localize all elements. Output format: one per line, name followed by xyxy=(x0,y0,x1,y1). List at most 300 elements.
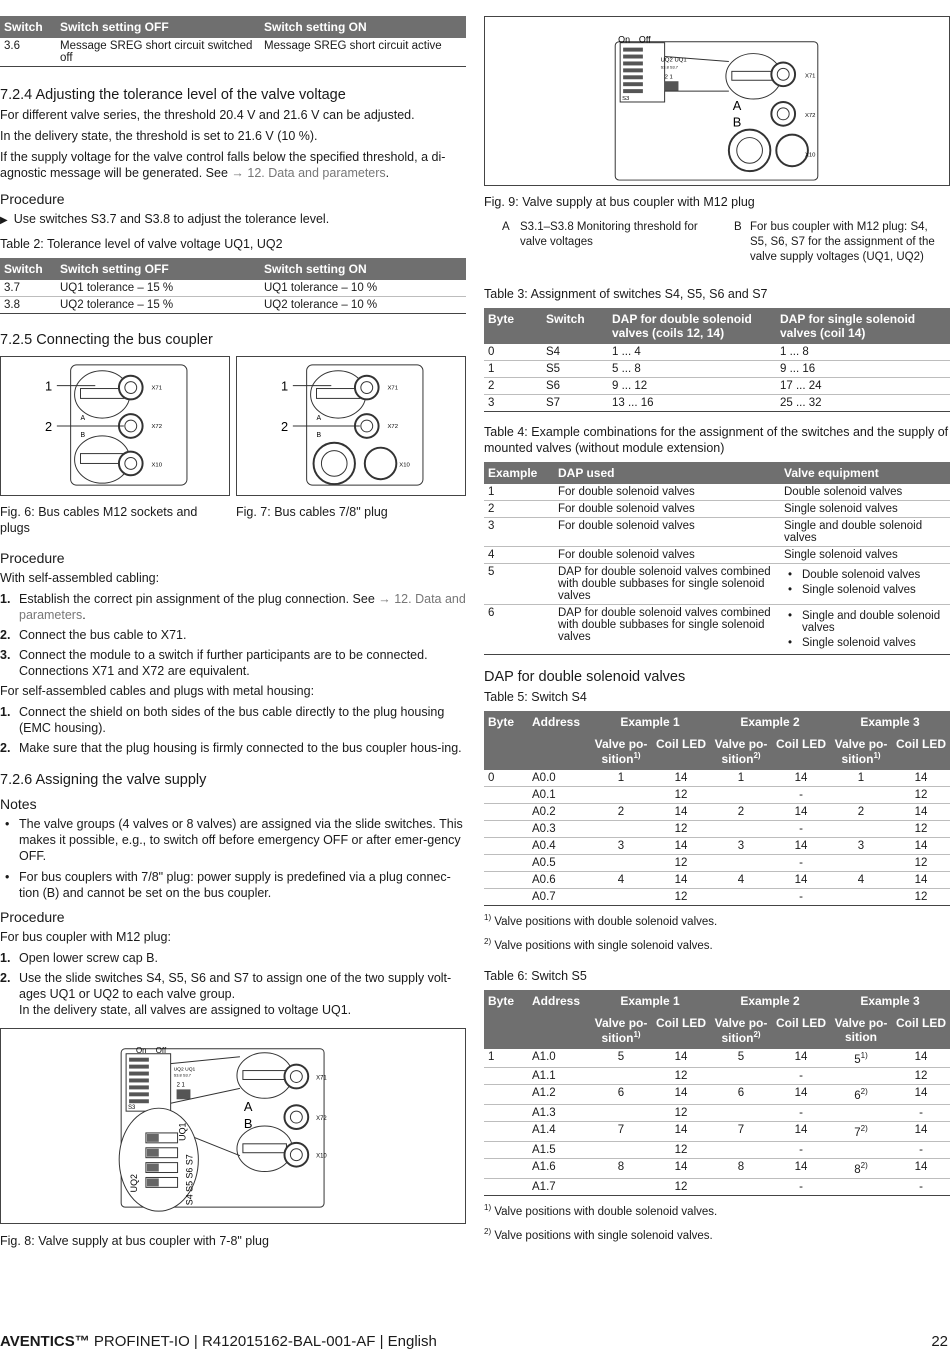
table-row xyxy=(484,395,950,412)
list-item xyxy=(0,740,466,756)
table-row xyxy=(484,518,950,547)
table-cell xyxy=(830,1122,892,1142)
table-row xyxy=(484,1105,950,1122)
table-cell: For double solenoid valves xyxy=(554,484,780,501)
table-cell: For double solenoid valves xyxy=(554,501,780,518)
table-cell: 12 xyxy=(652,821,710,838)
page-footer xyxy=(0,1333,950,1350)
arrow-icon: → xyxy=(231,166,244,180)
table-header: Switch setting OFF xyxy=(56,16,260,38)
table-cell xyxy=(484,1085,528,1105)
legend-a xyxy=(484,220,734,265)
table-header: Coil LED xyxy=(652,733,710,770)
table-cell: A1.1 xyxy=(528,1068,590,1085)
list-item xyxy=(0,591,466,623)
table-row xyxy=(484,547,950,564)
table-header: Byte xyxy=(484,711,528,770)
figure-caption: Fig. 8: Valve supply at bus coupler with 7-8" plug xyxy=(0,1234,269,1248)
arrow-icon: → xyxy=(378,592,391,606)
table-cell xyxy=(484,804,528,821)
table-cell xyxy=(830,1178,892,1195)
table-header: Switch setting ON xyxy=(260,258,466,280)
paragraph-text: If the supply voltage for the valve control falls below the specified threshold, a di-agnostic message will be generated. See xyxy=(0,150,446,180)
legend-text: For bus coupler with M12 plug: S4, S5, S6, S7 for the assignment of the valve supply voltages (UQ1, UQ2) xyxy=(750,221,935,263)
table-header: DAP used xyxy=(554,462,780,484)
table-header: Valve equipment xyxy=(780,462,950,484)
table-header xyxy=(590,733,652,770)
table-header: Switch setting OFF xyxy=(56,258,260,280)
table-cell: A1.4 xyxy=(528,1122,590,1142)
list-item xyxy=(0,647,466,679)
table-cell xyxy=(590,1178,652,1195)
label-x10: X10 xyxy=(399,462,410,469)
label-21: 2 1 xyxy=(176,1082,185,1089)
table-cell: 14 xyxy=(652,804,710,821)
label-x71: X71 xyxy=(151,385,162,392)
table-cell xyxy=(830,1159,892,1179)
table-header: Address xyxy=(528,990,590,1049)
table-row xyxy=(484,1085,950,1105)
table-cell: 3 xyxy=(484,395,542,412)
table-cell: Message SREG short circuit switched off xyxy=(56,38,260,67)
table-cell: S6 xyxy=(542,378,608,395)
table-cell: 4 xyxy=(830,872,892,889)
table-cell: S4 xyxy=(542,344,608,361)
table-row xyxy=(484,787,950,804)
cell-value: 8 xyxy=(854,1163,861,1176)
steps-list xyxy=(0,950,466,1018)
table-4 xyxy=(484,462,950,655)
table-cell: 1 ... 4 xyxy=(608,344,776,361)
legend-b xyxy=(734,220,950,265)
label-s3x xyxy=(174,1073,191,1078)
procedure-heading: Procedure xyxy=(0,909,65,925)
table-row xyxy=(484,889,950,906)
footnote-ref: 2) xyxy=(753,751,761,760)
procedure-heading: Procedure xyxy=(0,191,65,207)
table-cell: Single solenoid valves xyxy=(780,547,950,564)
table-header: Example 1 xyxy=(590,711,710,733)
label-x72: X72 xyxy=(151,423,162,430)
table-cell: 12 xyxy=(892,1068,950,1085)
table-cell: - xyxy=(772,1142,830,1159)
tolerance-table xyxy=(0,258,466,314)
table-header: Coil LED xyxy=(772,733,830,770)
table-cell xyxy=(830,1085,892,1105)
footnote-ref: 1) xyxy=(633,751,641,760)
step-text: Use switches S3.7 and S3.8 to adjust the tolerance level. xyxy=(13,212,330,226)
figure-caption: Fig. 6: Bus cables M12 sockets and plugs xyxy=(0,505,198,535)
label-s37: S3.7 xyxy=(182,1072,191,1078)
label-x10: X10 xyxy=(316,1153,327,1160)
table-cell: 4 xyxy=(484,547,554,564)
table-cell xyxy=(484,838,528,855)
table-cell xyxy=(590,889,652,906)
label-b: B xyxy=(243,1115,253,1131)
label-s3: S3 xyxy=(128,1105,136,1112)
table-cell: 14 xyxy=(772,804,830,821)
table-cell: 14 xyxy=(652,1085,710,1105)
label-x72: X72 xyxy=(387,423,398,430)
header-text: Valve po-sition xyxy=(594,737,648,766)
table-cell: S7 xyxy=(542,395,608,412)
table-cell: For double solenoid valves xyxy=(554,518,780,547)
legend-key: B xyxy=(734,221,742,233)
table-cell: 3 xyxy=(484,518,554,547)
bullet-list xyxy=(784,569,946,596)
table-cell: - xyxy=(892,1142,950,1159)
footnote-text: Valve positions with single solenoid valves. xyxy=(494,939,713,952)
label-uq2: UQ2 xyxy=(660,57,673,64)
footnote-ref: 2) xyxy=(484,936,492,946)
table-cell: 5 xyxy=(590,1049,652,1068)
table-cell xyxy=(830,889,892,906)
page-number: 22 xyxy=(931,1333,948,1350)
list-item xyxy=(0,627,466,643)
footnote-text: Valve positions with double solenoid valves. xyxy=(494,1205,718,1218)
label-uq1: UQ1 xyxy=(177,1122,188,1141)
link-data-parameters[interactable]: 12. Data and parameters xyxy=(19,592,466,622)
label-x71: X71 xyxy=(316,1075,327,1082)
step-text: Connect the module to a switch if further participants are to be connected. Connections X71 and X72 are equivalent. xyxy=(19,648,428,678)
label-uq1: UQ1 xyxy=(674,57,687,64)
label-b: B xyxy=(80,431,86,439)
table-header: Byte xyxy=(484,990,528,1049)
label-x71: X71 xyxy=(804,73,816,80)
table-cell: 1 ... 8 xyxy=(776,344,950,361)
section-heading: DAP for double solenoid valves xyxy=(484,669,686,685)
list-item: • Single and double solenoid valves xyxy=(784,610,946,634)
list-item: • For bus couplers with 7/8" plug: power supply is predefined via a plug connec-tion (B) and cannot be set on the bus coupler. xyxy=(0,869,466,901)
table-cell: 12 xyxy=(652,1178,710,1195)
table-cell: DAP for double solenoid valves combined with double subbases for single solenoid valves xyxy=(554,605,780,655)
table-cell: - xyxy=(772,787,830,804)
list-item: • Single solenoid valves xyxy=(784,584,946,596)
table-cell: 3 xyxy=(710,838,772,855)
paragraph: With self-assembled cabling: xyxy=(0,571,160,585)
table-cell: 14 xyxy=(772,838,830,855)
footnote-ref: 2) xyxy=(753,1029,761,1039)
label-b: B xyxy=(732,114,742,130)
step-text: . xyxy=(82,608,86,622)
header-text: Valve po-sition xyxy=(594,1015,648,1045)
header-text: Valve po-sition xyxy=(714,737,768,766)
table-cell: 12 xyxy=(892,855,950,872)
switch-table-top xyxy=(0,16,466,67)
label-off: Off xyxy=(155,1045,167,1055)
table-row xyxy=(484,1178,950,1195)
table-cell: - xyxy=(772,855,830,872)
table-cell: UQ2 tolerance – 15 % xyxy=(56,297,260,314)
table-cell xyxy=(484,855,528,872)
table-6 xyxy=(484,990,950,1196)
table-caption: Table 2: Tolerance level of valve voltage UQ1, UQ2 xyxy=(0,237,283,251)
table-cell: - xyxy=(892,1178,950,1195)
table-row xyxy=(484,855,950,872)
table-cell: 1 xyxy=(590,770,652,787)
table-cell: 3.7 xyxy=(0,280,56,297)
link-data-parameters[interactable]: 12. Data and parameters xyxy=(247,166,386,180)
table-cell xyxy=(830,821,892,838)
table-3 xyxy=(484,308,950,412)
table-cell: 14 xyxy=(772,770,830,787)
table-header xyxy=(710,733,772,770)
footnote-ref: 2) xyxy=(860,1124,868,1134)
table-cell: 2 xyxy=(830,804,892,821)
cell-value: 5 xyxy=(854,1053,861,1066)
table-cell xyxy=(590,1068,652,1085)
table-cell: 14 xyxy=(772,1085,830,1105)
procedure-heading: Procedure xyxy=(0,550,65,566)
table-cell: 7 xyxy=(710,1122,772,1142)
table-cell xyxy=(830,1142,892,1159)
table-header: Example 2 xyxy=(710,711,830,733)
table-header: Example 2 xyxy=(710,990,830,1012)
table-row xyxy=(484,484,950,501)
table-cell xyxy=(484,1159,528,1179)
table-cell: 14 xyxy=(892,872,950,889)
section-heading: 7.2.5 Connecting the bus coupler xyxy=(0,332,213,348)
table-cell: A1.2 xyxy=(528,1085,590,1105)
list-item xyxy=(0,950,466,966)
step-text: Connect the shield on both sides of the bus cable directly to the plug housing (EMC housing). xyxy=(19,705,445,735)
table-cell: UQ2 tolerance – 10 % xyxy=(260,297,466,314)
table-cell: 12 xyxy=(652,855,710,872)
list-item xyxy=(0,970,466,1018)
table-caption: Table 4: Example combinations for the assignment of the switches and the supply of mounted valves (without module extension) xyxy=(484,425,949,455)
table-row xyxy=(484,605,950,655)
triangle-bullet-icon: ▶ xyxy=(0,215,8,226)
paragraph-text: . xyxy=(385,166,390,180)
footnote-ref: 1) xyxy=(860,1050,868,1060)
table-header xyxy=(590,1012,652,1049)
step-number: 2. xyxy=(0,741,11,755)
step-text: Connect the bus cable to X71. xyxy=(19,628,187,642)
table-cell xyxy=(710,855,772,872)
label-a: A xyxy=(732,97,742,113)
figure-6 xyxy=(0,356,230,542)
table-cell xyxy=(590,787,652,804)
footnote-ref: 2) xyxy=(484,1226,492,1236)
table-cell: 12 xyxy=(892,787,950,804)
table-cell: S5 xyxy=(542,361,608,378)
table-caption: Table 5: Switch S4 xyxy=(484,690,587,704)
table-row xyxy=(484,804,950,821)
label-x71: X71 xyxy=(387,385,398,392)
figure-row xyxy=(0,356,466,542)
cell-value: 7 xyxy=(854,1127,861,1140)
table-6-body xyxy=(484,1049,950,1196)
table-header: Coil LED xyxy=(652,1012,710,1049)
table-cell: 14 xyxy=(892,1159,950,1179)
table-cell: A0.3 xyxy=(528,821,590,838)
figure-7 xyxy=(236,356,466,542)
table-cell: 3.8 xyxy=(0,297,56,314)
table-cell xyxy=(590,855,652,872)
table-cell: 14 xyxy=(772,872,830,889)
label-x72: X72 xyxy=(804,112,816,119)
right-column xyxy=(484,0,950,1244)
table-header: DAP for single solenoid valves (coil 14) xyxy=(776,308,950,344)
footnote-ref: 2) xyxy=(860,1087,868,1097)
table-cell xyxy=(710,1105,772,1122)
section-heading: 7.2.4 Adjusting the tolerance level of the valve voltage xyxy=(0,87,346,103)
table-cell: - xyxy=(892,1105,950,1122)
table-cell: 14 xyxy=(652,1159,710,1179)
table-cell: A0.4 xyxy=(528,838,590,855)
table-caption: Table 3: Assignment of switches S4, S5, S6 and S7 xyxy=(484,287,768,301)
table-cell: 14 xyxy=(892,838,950,855)
table-cell: 6 xyxy=(590,1085,652,1105)
label-s38: S3.8 xyxy=(173,1072,182,1078)
footnote-ref: 2) xyxy=(860,1161,868,1171)
table-cell: 14 xyxy=(892,1085,950,1105)
label-on: On xyxy=(618,34,631,45)
table-5-body xyxy=(484,770,950,906)
table-cell: 14 xyxy=(652,872,710,889)
table-cell: 14 xyxy=(652,770,710,787)
table-cell xyxy=(710,821,772,838)
label-s38: S3.8 xyxy=(660,64,669,70)
valve-supply-m12-image xyxy=(484,16,950,186)
callout-2: 2 xyxy=(45,418,53,434)
table-header: Byte xyxy=(484,308,542,344)
paragraph: For self-assembled cables and plugs with metal housing: xyxy=(0,684,315,698)
table-cell: 8 xyxy=(710,1159,772,1179)
table-cell xyxy=(484,889,528,906)
table-header: Switch xyxy=(542,308,608,344)
table-cell: 1 xyxy=(830,770,892,787)
table-cell: UQ1 tolerance – 15 % xyxy=(56,280,260,297)
footnote xyxy=(484,1200,950,1220)
table-row xyxy=(484,378,950,395)
table-cell: 14 xyxy=(892,770,950,787)
label-x10: X10 xyxy=(151,462,162,469)
table-cell: 3.6 xyxy=(0,38,56,67)
footer-text: PROFINET-IO | R412015162-BAL-001-AF | English xyxy=(89,1333,437,1350)
footnote xyxy=(484,910,950,930)
table-cell: 9 ... 12 xyxy=(608,378,776,395)
notes-list xyxy=(0,816,466,901)
table-cell: 8 xyxy=(590,1159,652,1179)
step-text: In the delivery state, all valves are assigned to voltage UQ1. xyxy=(19,1003,352,1017)
footnote-text: Valve positions with double solenoid valves. xyxy=(494,915,718,928)
table-cell: 4 xyxy=(710,872,772,889)
paragraph: In the delivery state, the threshold is set to 21.6 V (10 %). xyxy=(0,129,318,143)
label-uq2: UQ2 xyxy=(128,1174,139,1193)
table-cell: 5 xyxy=(484,564,554,605)
table-cell: 1 xyxy=(484,1049,528,1068)
table-cell: 14 xyxy=(892,804,950,821)
table-header xyxy=(830,733,892,770)
table-cell xyxy=(484,1142,528,1159)
label-off: Off xyxy=(638,34,651,45)
table-cell: 2 xyxy=(484,501,554,518)
legend-text: S3.1–S3.8 Monitoring threshold for valve voltages xyxy=(520,221,698,248)
table-header: Example 3 xyxy=(830,711,950,733)
table-cell xyxy=(780,564,950,605)
figure-caption: Fig. 9: Valve supply at bus coupler with M12 plug xyxy=(484,195,755,209)
list-item: • Single solenoid valves xyxy=(784,637,946,649)
footnote-ref: 1) xyxy=(484,913,492,922)
cell-value: 6 xyxy=(854,1090,861,1103)
table-header: Switch xyxy=(0,16,56,38)
table-cell: Single solenoid valves xyxy=(780,501,950,518)
table-cell: 1 xyxy=(484,484,554,501)
label-uq2: UQ2 xyxy=(173,1067,184,1073)
header-text: Valve po-sition xyxy=(834,737,888,766)
callout-1: 1 xyxy=(281,378,289,394)
table-cell xyxy=(830,787,892,804)
table-cell xyxy=(484,1068,528,1085)
table-row xyxy=(484,1142,950,1159)
paragraph xyxy=(0,149,466,181)
step-number: 1. xyxy=(0,592,11,606)
bus-cables-7-8-image xyxy=(236,356,466,496)
table-row xyxy=(484,361,950,378)
label-on: On xyxy=(136,1045,147,1055)
table-header: Example xyxy=(484,462,554,484)
table-cell xyxy=(710,1178,772,1195)
table-cell: UQ1 tolerance – 10 % xyxy=(260,280,466,297)
table-cell: 4 xyxy=(590,872,652,889)
label-s3x xyxy=(661,64,678,69)
bullet-list xyxy=(784,610,946,649)
table-header: Address xyxy=(528,711,590,770)
step-text: Establish the correct pin assignment of the plug connection. See xyxy=(19,592,379,606)
table-header xyxy=(710,1012,772,1049)
table-cell: A1.5 xyxy=(528,1142,590,1159)
table-cell: 3 xyxy=(590,838,652,855)
table-cell xyxy=(710,889,772,906)
table-cell: - xyxy=(772,889,830,906)
table-cell xyxy=(484,872,528,889)
table-cell: 14 xyxy=(652,1049,710,1068)
list-item xyxy=(0,704,466,736)
table-cell: 12 xyxy=(652,787,710,804)
table-cell: - xyxy=(772,1178,830,1195)
table-header: Coil LED xyxy=(772,1012,830,1049)
table-cell: For double solenoid valves xyxy=(554,547,780,564)
footnote-ref: 1) xyxy=(633,1029,641,1039)
footnote xyxy=(484,934,950,954)
figure-caption: Fig. 7: Bus cables 7/8" plug xyxy=(236,505,388,519)
table-cell xyxy=(780,605,950,655)
label-a: A xyxy=(243,1099,253,1115)
table-cell xyxy=(710,1068,772,1085)
table-cell: 5 ... 8 xyxy=(608,361,776,378)
table-cell: Single and double solenoid valves xyxy=(780,518,950,547)
table-cell xyxy=(830,1105,892,1122)
table-cell: A1.7 xyxy=(528,1178,590,1195)
table-row xyxy=(484,1122,950,1142)
table-cell: 0 xyxy=(484,770,528,787)
notes-heading: Notes xyxy=(0,796,37,812)
table-cell xyxy=(590,821,652,838)
table-cell: 14 xyxy=(772,1049,830,1068)
table-cell xyxy=(590,1142,652,1159)
table-cell: 5 xyxy=(710,1049,772,1068)
table-cell: Message SREG short circuit active xyxy=(260,38,466,67)
table-header: Example 1 xyxy=(590,990,710,1012)
table-cell: 14 xyxy=(892,1049,950,1068)
bus-cables-m12-image xyxy=(0,356,230,496)
table-cell: 12 xyxy=(652,889,710,906)
table-cell: 7 xyxy=(590,1122,652,1142)
table-cell: A0.1 xyxy=(528,787,590,804)
paragraph: For bus coupler with M12 plug: xyxy=(0,930,171,944)
table-cell xyxy=(484,1178,528,1195)
